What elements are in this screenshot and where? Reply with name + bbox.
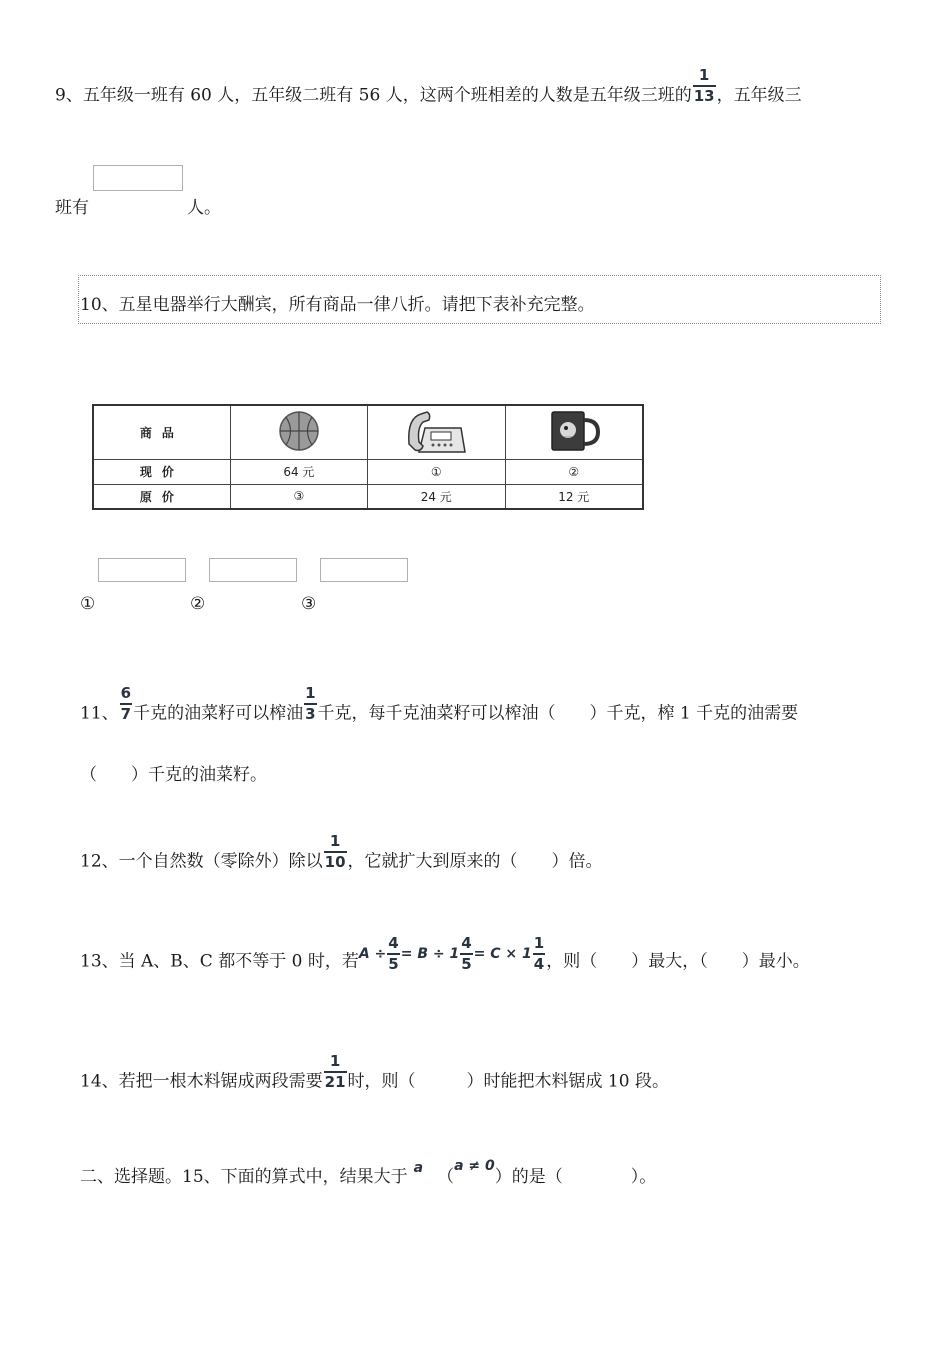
- table-cell-item-1: [230, 405, 367, 459]
- q10-answer-label-1: ①: [80, 594, 96, 614]
- q9-text-a: 9、五年级一班有 60 人，五年级二班有 56 人，这两个班相差的人数是五年级三班的: [55, 85, 692, 106]
- q12-fraction: $\frac{1}{10}$: [324, 832, 346, 871]
- q9-line1: [55, 66, 802, 114]
- table-orig-item-3: 12 元: [505, 484, 643, 509]
- q10-answer-box-1[interactable]: [98, 558, 186, 582]
- telephone-icon: [405, 408, 467, 454]
- q12-text-a: 12、一个自然数（零除外）除以: [80, 851, 323, 872]
- table-label-current-price: 现价: [93, 459, 230, 484]
- q11-text-a: 千克的油菜籽可以榨油: [133, 703, 304, 724]
- q9-fraction: $\frac{1}{13}$: [693, 66, 715, 105]
- q14-line: [80, 1052, 669, 1100]
- q9-text-b: ，五年级三: [716, 85, 802, 106]
- q15-paren-open: （: [437, 1167, 455, 1187]
- q10-answer-label-3: ③: [301, 594, 317, 614]
- q15-text-b: ）的是（ ）。: [494, 1167, 657, 1187]
- table-now-item-2: ①: [367, 459, 505, 484]
- q13-text-b: ，则（ ）最大，（ ）最小。: [546, 951, 810, 972]
- table-header-goods: 商品: [93, 405, 230, 459]
- q14-text-b: 时，则（ ）时能把木料锯成 10 段。: [347, 1071, 669, 1092]
- q11-line2: （ ）千克的油菜籽。: [80, 765, 267, 785]
- table-orig-item-1: ③: [230, 484, 367, 509]
- q13-equation: A ÷ $\frac{4}{5}$ = B ÷ 1 $\frac{4}{5}$ = C × 1 $\frac{1}{4}$: [358, 934, 545, 973]
- q15-condition: a ≠ 0: [454, 1158, 495, 1174]
- q10-answer-label-2: ②: [190, 594, 206, 614]
- q14-fraction: $\frac{1}{21}$: [324, 1052, 346, 1091]
- table-cell-item-2: [367, 405, 505, 459]
- table-now-item-1: 64 元: [230, 459, 367, 484]
- q15-variable: a: [413, 1160, 424, 1176]
- q13-line: [80, 934, 810, 980]
- q11-line1: [80, 684, 799, 732]
- q9-line2-a: 班有: [55, 198, 89, 218]
- q11-fraction-2: $\frac{1}{3}$: [305, 684, 316, 723]
- price-table: [92, 404, 644, 510]
- q15-text-a: 二、选择题。15、下面的算式中，结果大于: [80, 1167, 408, 1187]
- q14-text-a: 14、若把一根木料锯成两段需要: [80, 1071, 323, 1092]
- q10-answer-box-3[interactable]: [320, 558, 408, 582]
- basketball-icon: [277, 409, 321, 453]
- q11-prefix: 11、: [80, 703, 119, 724]
- q12-line: [80, 832, 603, 880]
- q12-text-b: ，它就扩大到原来的（ ）倍。: [347, 851, 603, 872]
- mug-icon: [546, 408, 602, 454]
- q11-text-b: 千克，每千克油菜籽可以榨油（ ）千克，榨 1 千克的油需要: [317, 703, 799, 724]
- q15-line: [80, 1158, 657, 1187]
- q9-line2-b: 人。: [187, 198, 221, 218]
- table-now-item-3: ②: [505, 459, 643, 484]
- q10-answer-box-2[interactable]: [209, 558, 297, 582]
- q13-text-a: 13、当 A、B、C 都不等于 0 时，若: [80, 951, 359, 972]
- table-orig-item-2: 24 元: [367, 484, 505, 509]
- q9-answer-box[interactable]: [93, 165, 183, 191]
- q11-fraction-1: $\frac{6}{7}$: [120, 684, 132, 723]
- table-cell-item-3: [505, 405, 643, 459]
- q10-text: 10、五星电器举行大酬宾，所有商品一律八折。请把下表补充完整。: [80, 295, 595, 315]
- table-label-original-price: 原价: [93, 484, 230, 509]
